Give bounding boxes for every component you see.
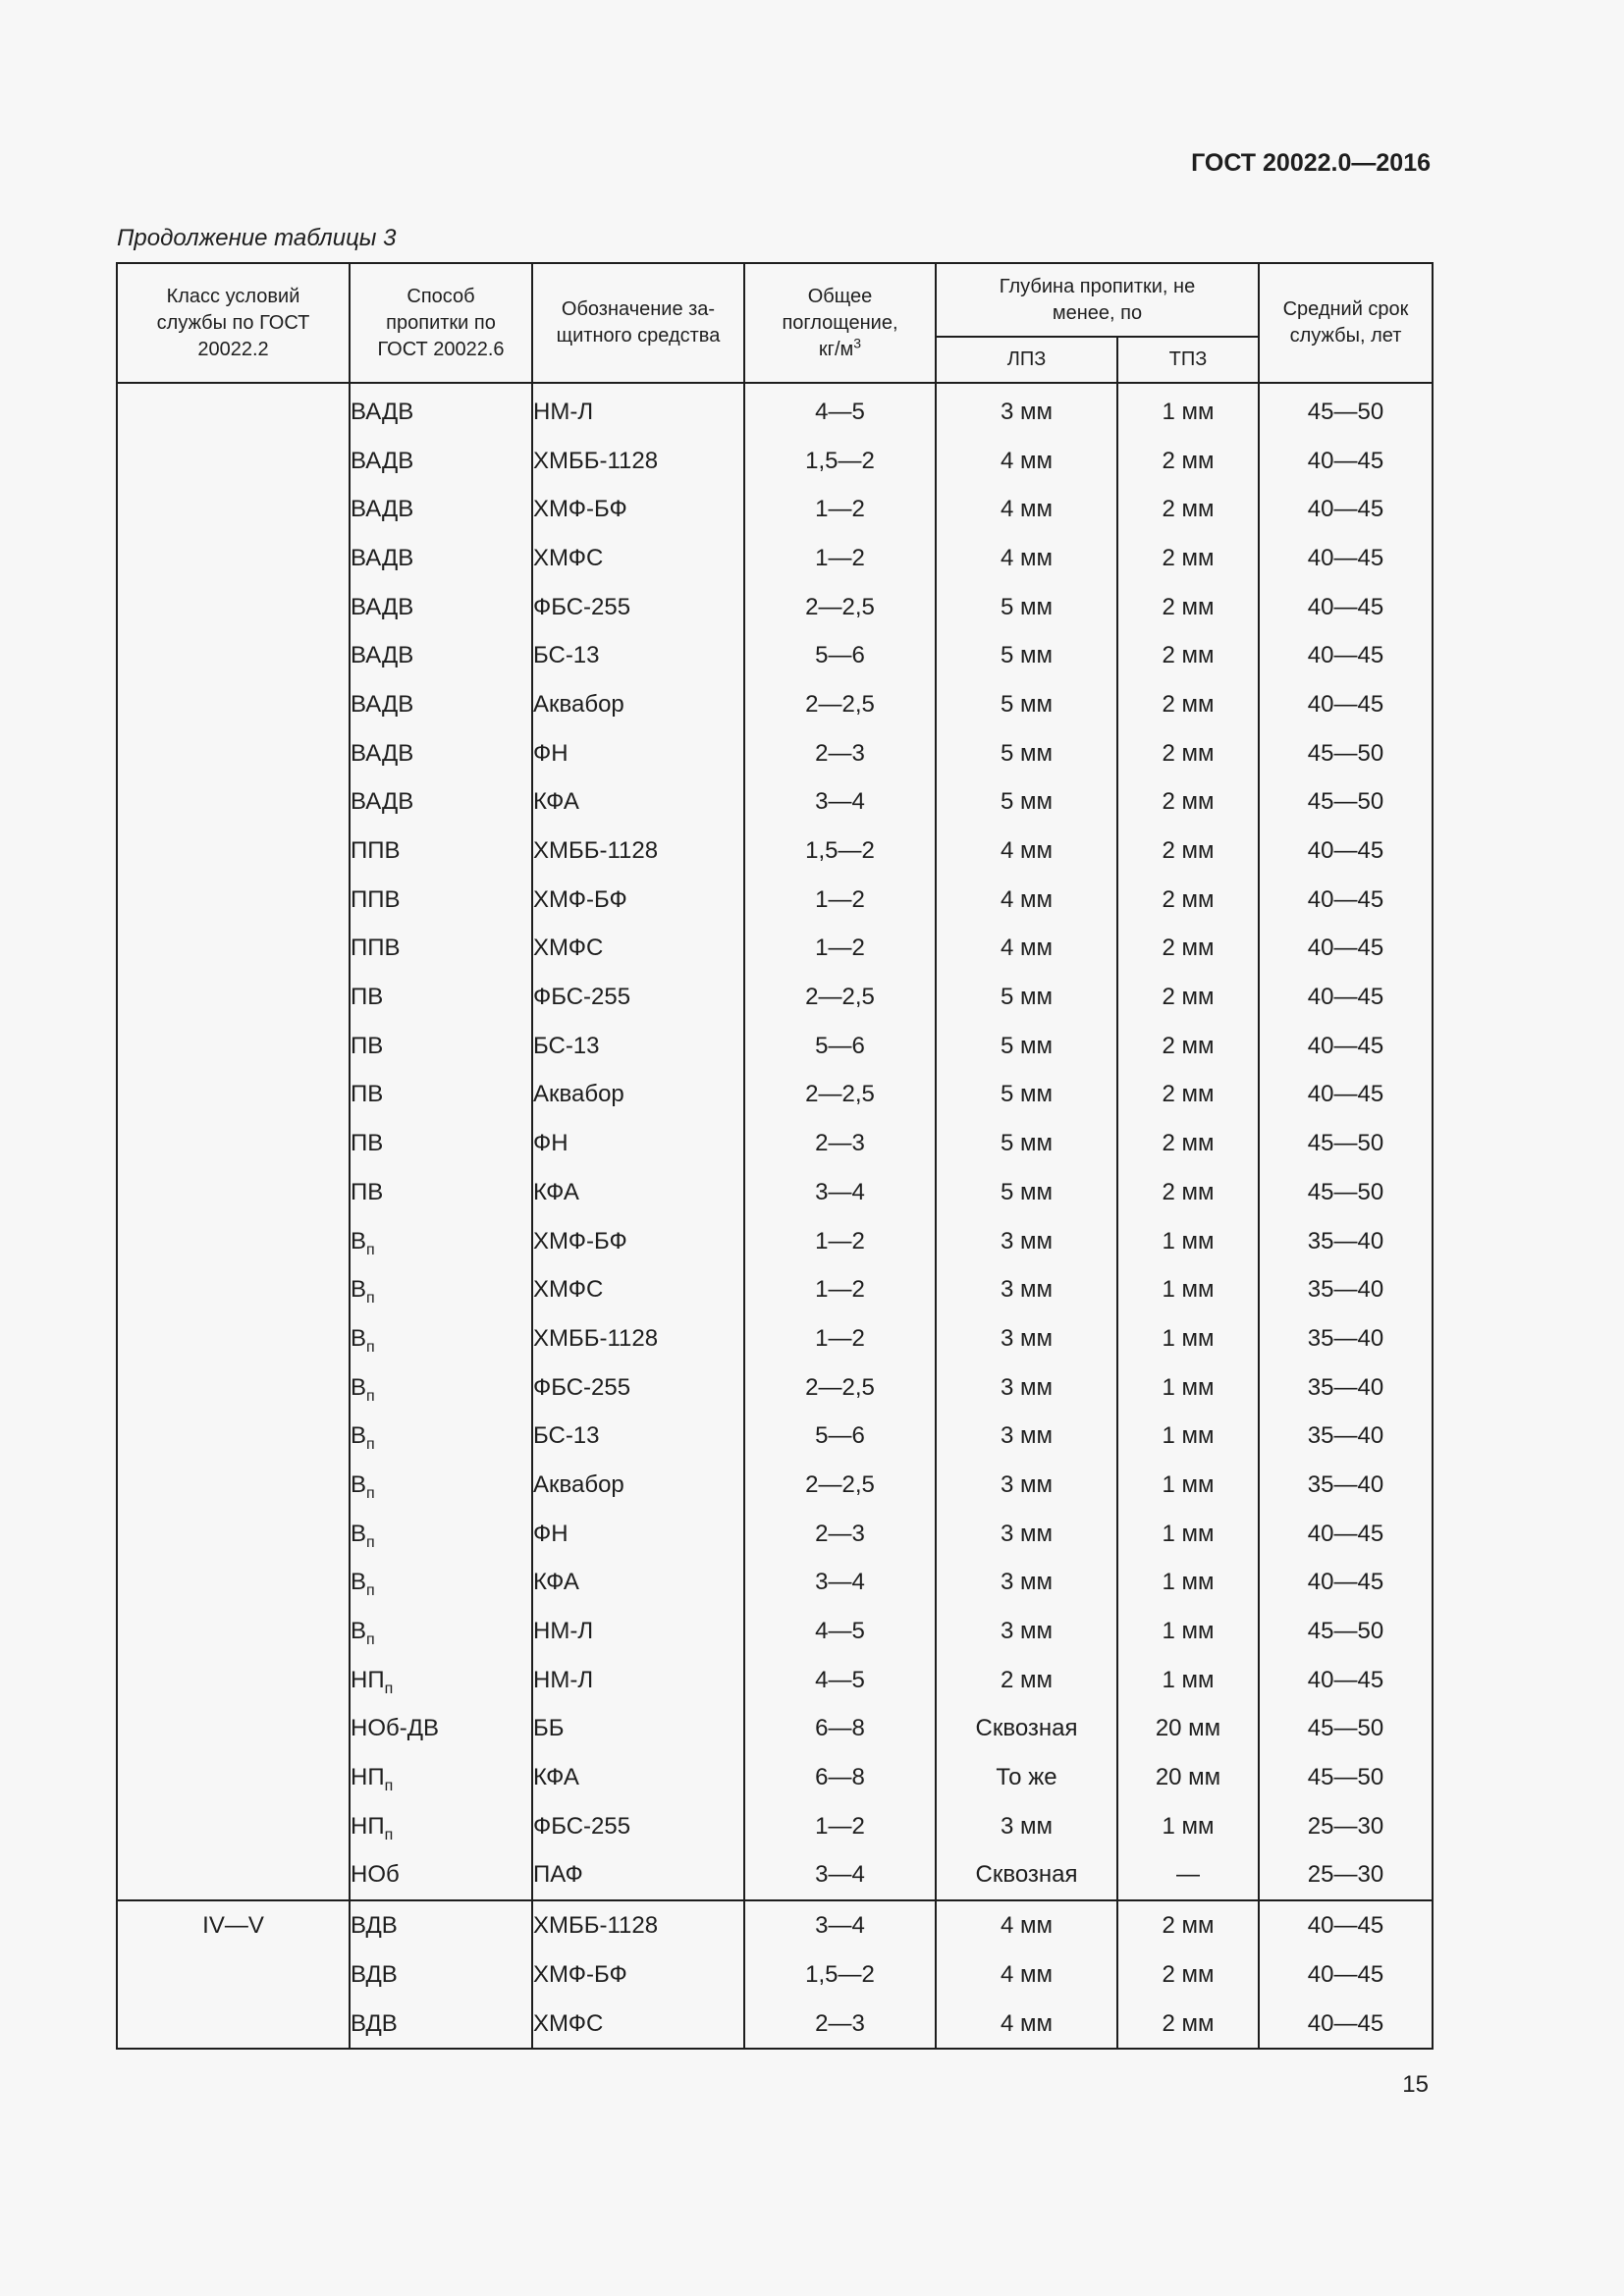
service-life-cell: 45—50: [1259, 1119, 1433, 1168]
lpz-depth-cell: 4 мм: [936, 2000, 1117, 2050]
class-cell: [117, 1314, 350, 1363]
agent-cell: ХМФС: [532, 1265, 744, 1314]
class-cell: [117, 1119, 350, 1168]
lpz-depth-cell: 3 мм: [936, 1314, 1117, 1363]
class-cell: [117, 2000, 350, 2050]
tpz-depth-cell: 2 мм: [1117, 1900, 1259, 1950]
table-row: [117, 680, 1433, 729]
lpz-depth-cell: 4 мм: [936, 485, 1117, 534]
absorption-cell: 6—8: [744, 1753, 936, 1802]
method-cell: $В_п$: [350, 1461, 532, 1510]
absorption-cell: 5—6: [744, 1022, 936, 1071]
method-cell: ПВ: [350, 973, 532, 1022]
table-row: [117, 437, 1433, 486]
service-life-cell: 45—50: [1259, 729, 1433, 778]
absorption-cell: 6—8: [744, 1705, 936, 1754]
header-agent: Обозначение за-щитного средства: [532, 263, 744, 383]
method-subscript: п: [366, 1338, 375, 1356]
service-life-cell: 40—45: [1259, 583, 1433, 632]
class-cell: [117, 680, 350, 729]
service-life-cell: 45—50: [1259, 1607, 1433, 1656]
service-life-cell: 35—40: [1259, 1363, 1433, 1413]
absorption-cell: 4—5: [744, 1656, 936, 1705]
lpz-depth-cell: 5 мм: [936, 778, 1117, 828]
header-method: Способ пропитки по ГОСТ 20022.6: [350, 263, 532, 383]
method-cell: ВАДВ: [350, 583, 532, 632]
class-cell: [117, 729, 350, 778]
agent-cell: НМ-Л: [532, 388, 744, 437]
lpz-depth-cell: 3 мм: [936, 1802, 1117, 1851]
lpz-depth-cell: 4 мм: [936, 827, 1117, 876]
class-cell: [117, 1950, 350, 2000]
table-row: [117, 876, 1433, 925]
method-cell: $В_п$: [350, 1607, 532, 1656]
class-cell: [117, 1461, 350, 1510]
method-cell: НОб: [350, 1851, 532, 1901]
table-row: [117, 1559, 1433, 1608]
method-cell: ПВ: [350, 1168, 532, 1217]
absorption-cell: 2—3: [744, 1510, 936, 1559]
method-subscript: п: [366, 1241, 375, 1258]
method-subscript: п: [384, 1826, 394, 1843]
page-number: 15: [1402, 2071, 1429, 2098]
header-tpz: ТПЗ: [1117, 337, 1259, 383]
header-life: Средний срок службы, лет: [1259, 263, 1433, 383]
agent-cell: ПАФ: [532, 1851, 744, 1901]
method-cell: ВАДВ: [350, 680, 532, 729]
lpz-depth-cell: 5 мм: [936, 1119, 1117, 1168]
agent-cell: БС-13: [532, 1412, 744, 1461]
lpz-depth-cell: 3 мм: [936, 1265, 1117, 1314]
agent-cell: ХМФ-БФ: [532, 1950, 744, 2000]
method-subscript: п: [366, 1436, 375, 1454]
class-cell: [117, 1510, 350, 1559]
tpz-depth-cell: 1 мм: [1117, 1217, 1259, 1266]
agent-cell: Аквабор: [532, 1071, 744, 1120]
absorption-cell: 1—2: [744, 1802, 936, 1851]
service-life-cell: 45—50: [1259, 1168, 1433, 1217]
agent-cell: Аквабор: [532, 680, 744, 729]
agent-cell: ХМББ-1128: [532, 1900, 744, 1950]
tpz-depth-cell: 2 мм: [1117, 1950, 1259, 2000]
agent-cell: ФБС-255: [532, 1802, 744, 1851]
agent-cell: ББ: [532, 1705, 744, 1754]
tpz-depth-cell: 1 мм: [1117, 1461, 1259, 1510]
class-cell: [117, 1265, 350, 1314]
service-life-cell: 40—45: [1259, 534, 1433, 583]
absorption-cell: 2—2,5: [744, 680, 936, 729]
tpz-depth-cell: 2 мм: [1117, 583, 1259, 632]
table-row: [117, 1753, 1433, 1802]
tpz-depth-cell: 1 мм: [1117, 1314, 1259, 1363]
table-row: [117, 1314, 1433, 1363]
service-life-cell: 40—45: [1259, 876, 1433, 925]
agent-cell: ХМФ-БФ: [532, 876, 744, 925]
table-row: [117, 729, 1433, 778]
tpz-depth-cell: 20 мм: [1117, 1705, 1259, 1754]
class-cell: [117, 973, 350, 1022]
method-subscript: п: [384, 1778, 394, 1795]
service-life-table: [116, 262, 1434, 2050]
table-row: [117, 1851, 1433, 1901]
tpz-depth-cell: 2 мм: [1117, 2000, 1259, 2050]
absorption-cell: 1,5—2: [744, 1950, 936, 2000]
service-life-cell: 35—40: [1259, 1461, 1433, 1510]
table-row: [117, 778, 1433, 828]
method-cell: ВАДВ: [350, 534, 532, 583]
absorption-cell: 3—4: [744, 1851, 936, 1901]
service-life-cell: 35—40: [1259, 1314, 1433, 1363]
lpz-depth-cell: 3 мм: [936, 1607, 1117, 1656]
table-header: [117, 263, 1433, 383]
table-row: [117, 388, 1433, 437]
class-cell: [117, 1851, 350, 1901]
tpz-depth-cell: 1 мм: [1117, 1265, 1259, 1314]
agent-cell: ФБС-255: [532, 583, 744, 632]
tpz-depth-cell: 2 мм: [1117, 973, 1259, 1022]
lpz-depth-cell: 5 мм: [936, 1071, 1117, 1120]
tpz-depth-cell: 2 мм: [1117, 437, 1259, 486]
lpz-depth-cell: 4 мм: [936, 534, 1117, 583]
tpz-depth-cell: 2 мм: [1117, 680, 1259, 729]
tpz-depth-cell: 2 мм: [1117, 729, 1259, 778]
method-cell: ВДВ: [350, 1950, 532, 2000]
table-row: [117, 1607, 1433, 1656]
method-cell: ВАДВ: [350, 778, 532, 828]
method-cell: ВАДВ: [350, 388, 532, 437]
agent-cell: НМ-Л: [532, 1656, 744, 1705]
table-row: [117, 583, 1433, 632]
agent-cell: ФН: [532, 1510, 744, 1559]
lpz-depth-cell: 4 мм: [936, 1900, 1117, 1950]
lpz-depth-cell: 5 мм: [936, 729, 1117, 778]
method-subscript: п: [384, 1680, 394, 1697]
tpz-depth-cell: 20 мм: [1117, 1753, 1259, 1802]
service-life-cell: 40—45: [1259, 1510, 1433, 1559]
absorption-cell: 3—4: [744, 778, 936, 828]
agent-cell: ХМББ-1128: [532, 1314, 744, 1363]
agent-cell: ХМФС: [532, 2000, 744, 2050]
class-cell: [117, 1607, 350, 1656]
tpz-depth-cell: 1 мм: [1117, 1559, 1259, 1608]
method-cell: ПВ: [350, 1022, 532, 1071]
method-cell: $В_п$: [350, 1412, 532, 1461]
class-cell: IV—V: [117, 1900, 350, 1950]
service-life-cell: 45—50: [1259, 778, 1433, 828]
service-life-cell: 35—40: [1259, 1265, 1433, 1314]
method-cell: ППВ: [350, 876, 532, 925]
service-life-cell: 25—30: [1259, 1851, 1433, 1901]
method-cell: $В_п$: [350, 1314, 532, 1363]
document-code: ГОСТ 20022.0—2016: [1191, 149, 1431, 177]
agent-cell: ХМФ-БФ: [532, 485, 744, 534]
lpz-depth-cell: 5 мм: [936, 680, 1117, 729]
table-row: [117, 534, 1433, 583]
absorption-cell: 1—2: [744, 876, 936, 925]
class-cell: [117, 925, 350, 974]
class-cell: [117, 437, 350, 486]
class-cell: [117, 1217, 350, 1266]
table-row: [117, 1461, 1433, 1510]
class-cell: [117, 631, 350, 680]
table-row: [117, 1802, 1433, 1851]
class-cell: [117, 1656, 350, 1705]
method-cell: $В_п$: [350, 1363, 532, 1413]
absorption-cell: 3—4: [744, 1559, 936, 1608]
table-row: [117, 631, 1433, 680]
class-cell: [117, 1071, 350, 1120]
agent-cell: БС-13: [532, 631, 744, 680]
tpz-depth-cell: 2 мм: [1117, 1119, 1259, 1168]
class-cell: [117, 827, 350, 876]
class-cell: [117, 583, 350, 632]
lpz-depth-cell: 4 мм: [936, 1950, 1117, 2000]
table-row: [117, 1705, 1433, 1754]
agent-cell: КФА: [532, 778, 744, 828]
method-subscript: п: [366, 1631, 375, 1649]
service-life-cell: 40—45: [1259, 631, 1433, 680]
table-row: [117, 1217, 1433, 1266]
class-cell: [117, 876, 350, 925]
tpz-depth-cell: —: [1117, 1851, 1259, 1901]
method-cell: $В_п$: [350, 1510, 532, 1559]
lpz-depth-cell: Сквозная: [936, 1851, 1117, 1901]
table-caption: Продолжение таблицы 3: [117, 225, 397, 251]
service-life-cell: 45—50: [1259, 388, 1433, 437]
table-row: [117, 925, 1433, 974]
lpz-depth-cell: 3 мм: [936, 1510, 1117, 1559]
table-row: [117, 485, 1433, 534]
header-class: Класс условий службы по ГОСТ 20022.2: [117, 263, 350, 383]
class-cell: [117, 778, 350, 828]
table-row: [117, 1265, 1433, 1314]
method-cell: ВДВ: [350, 1900, 532, 1950]
method-subscript: п: [366, 1387, 375, 1405]
agent-cell: ФБС-255: [532, 1363, 744, 1413]
service-life-cell: 40—45: [1259, 485, 1433, 534]
tpz-depth-cell: 2 мм: [1117, 534, 1259, 583]
tpz-depth-cell: 1 мм: [1117, 388, 1259, 437]
absorption-cell: 2—2,5: [744, 1461, 936, 1510]
method-subscript: п: [366, 1290, 375, 1308]
service-life-cell: 40—45: [1259, 437, 1433, 486]
class-cell: [117, 1022, 350, 1071]
header-lpz: ЛПЗ: [936, 337, 1117, 383]
service-life-cell: 40—45: [1259, 925, 1433, 974]
table-body: [117, 388, 1433, 2049]
agent-cell: НМ-Л: [532, 1607, 744, 1656]
service-life-cell: 40—45: [1259, 1656, 1433, 1705]
absorption-cell: 2—2,5: [744, 973, 936, 1022]
tpz-depth-cell: 2 мм: [1117, 1071, 1259, 1120]
class-cell: [117, 1802, 350, 1851]
table-row: [117, 1900, 1433, 1950]
method-cell: ВАДВ: [350, 485, 532, 534]
method-cell: НОб-ДВ: [350, 1705, 532, 1754]
tpz-depth-cell: 2 мм: [1117, 827, 1259, 876]
service-life-cell: 40—45: [1259, 1950, 1433, 2000]
tpz-depth-cell: 2 мм: [1117, 485, 1259, 534]
method-cell: $НП_п$: [350, 1656, 532, 1705]
lpz-depth-cell: 4 мм: [936, 925, 1117, 974]
lpz-depth-cell: 5 мм: [936, 1168, 1117, 1217]
lpz-depth-cell: То же: [936, 1753, 1117, 1802]
tpz-depth-cell: 2 мм: [1117, 876, 1259, 925]
agent-cell: КФА: [532, 1559, 744, 1608]
service-life-cell: 35—40: [1259, 1217, 1433, 1266]
lpz-depth-cell: 4 мм: [936, 876, 1117, 925]
table-row: [117, 1412, 1433, 1461]
class-cell: [117, 485, 350, 534]
table-row: [117, 1071, 1433, 1120]
lpz-depth-cell: 2 мм: [936, 1656, 1117, 1705]
method-cell: $В_п$: [350, 1559, 532, 1608]
agent-cell: ХМББ-1128: [532, 827, 744, 876]
agent-cell: ХМФС: [532, 534, 744, 583]
agent-cell: ФН: [532, 1119, 744, 1168]
table-row: [117, 1119, 1433, 1168]
method-cell: $В_п$: [350, 1265, 532, 1314]
lpz-depth-cell: 3 мм: [936, 1412, 1117, 1461]
absorption-cell: 2—3: [744, 729, 936, 778]
tpz-depth-cell: 1 мм: [1117, 1656, 1259, 1705]
lpz-depth-cell: 5 мм: [936, 583, 1117, 632]
class-cell: [117, 1412, 350, 1461]
table-row: [117, 1022, 1433, 1071]
table-row: [117, 1656, 1433, 1705]
absorption-cell: 2—3: [744, 2000, 936, 2050]
class-cell: [117, 1363, 350, 1413]
method-cell: ВАДВ: [350, 729, 532, 778]
agent-cell: БС-13: [532, 1022, 744, 1071]
table-row: [117, 827, 1433, 876]
method-cell: $НП_п$: [350, 1753, 532, 1802]
service-life-cell: 40—45: [1259, 2000, 1433, 2050]
absorption-cell: 2—2,5: [744, 1363, 936, 1413]
tpz-depth-cell: 2 мм: [1117, 925, 1259, 974]
service-life-cell: 45—50: [1259, 1705, 1433, 1754]
absorption-cell: 3—4: [744, 1900, 936, 1950]
service-life-cell: 40—45: [1259, 1559, 1433, 1608]
lpz-depth-cell: 5 мм: [936, 1022, 1117, 1071]
absorption-cell: 2—2,5: [744, 583, 936, 632]
class-cell: [117, 1753, 350, 1802]
absorption-cell: 4—5: [744, 1607, 936, 1656]
agent-cell: ХМФ-БФ: [532, 1217, 744, 1266]
tpz-depth-cell: 1 мм: [1117, 1510, 1259, 1559]
absorption-cell: 1—2: [744, 1265, 936, 1314]
absorption-cell: 3—4: [744, 1168, 936, 1217]
tpz-depth-cell: 2 мм: [1117, 1022, 1259, 1071]
service-life-cell: 40—45: [1259, 1071, 1433, 1120]
header-absorption: Общее поглощение, $кг/м^3$: [744, 263, 936, 383]
lpz-depth-cell: 5 мм: [936, 631, 1117, 680]
service-life-cell: 35—40: [1259, 1412, 1433, 1461]
method-cell: ВДВ: [350, 2000, 532, 2050]
tpz-depth-cell: 2 мм: [1117, 631, 1259, 680]
class-cell: [117, 1705, 350, 1754]
agent-cell: ХМББ-1128: [532, 437, 744, 486]
method-cell: ВАДВ: [350, 631, 532, 680]
absorption-cell: 1—2: [744, 485, 936, 534]
tpz-depth-cell: 2 мм: [1117, 1168, 1259, 1217]
tpz-depth-cell: 1 мм: [1117, 1363, 1259, 1413]
lpz-depth-cell: 4 мм: [936, 437, 1117, 486]
agent-cell: Аквабор: [532, 1461, 744, 1510]
method-subscript: п: [366, 1582, 375, 1600]
method-cell: ВАДВ: [350, 437, 532, 486]
lpz-depth-cell: 5 мм: [936, 973, 1117, 1022]
table-row: [117, 1950, 1433, 2000]
service-life-cell: 40—45: [1259, 1900, 1433, 1950]
lpz-depth-cell: 3 мм: [936, 1363, 1117, 1413]
method-cell: ППВ: [350, 827, 532, 876]
agent-cell: ФН: [532, 729, 744, 778]
agent-cell: КФА: [532, 1753, 744, 1802]
class-cell: [117, 1559, 350, 1608]
agent-cell: ФБС-255: [532, 973, 744, 1022]
absorption-cell: 2—2,5: [744, 1071, 936, 1120]
absorption-cell: 2—3: [744, 1119, 936, 1168]
table-row: [117, 2000, 1433, 2050]
class-cell: [117, 534, 350, 583]
method-cell: $НП_п$: [350, 1802, 532, 1851]
service-life-cell: 40—45: [1259, 973, 1433, 1022]
method-cell: ПВ: [350, 1071, 532, 1120]
table-row: [117, 1510, 1433, 1559]
method-cell: ПВ: [350, 1119, 532, 1168]
lpz-depth-cell: 3 мм: [936, 1217, 1117, 1266]
absorption-cell: 1,5—2: [744, 827, 936, 876]
service-life-cell: 45—50: [1259, 1753, 1433, 1802]
tpz-depth-cell: 2 мм: [1117, 778, 1259, 828]
method-subscript: п: [366, 1533, 375, 1551]
agent-cell: КФА: [532, 1168, 744, 1217]
header-depth: Глубина пропитки, не менее, по: [936, 263, 1259, 337]
absorption-cell: 1,5—2: [744, 437, 936, 486]
lpz-depth-cell: 3 мм: [936, 1461, 1117, 1510]
service-life-cell: 40—45: [1259, 680, 1433, 729]
method-cell: $В_п$: [350, 1217, 532, 1266]
tpz-depth-cell: 1 мм: [1117, 1607, 1259, 1656]
absorption-cell: 4—5: [744, 388, 936, 437]
lpz-depth-cell: 3 мм: [936, 1559, 1117, 1608]
method-subscript: п: [366, 1484, 375, 1502]
service-life-cell: 40—45: [1259, 1022, 1433, 1071]
class-cell: [117, 388, 350, 437]
lpz-depth-cell: 3 мм: [936, 388, 1117, 437]
class-cell: [117, 1168, 350, 1217]
table-row: [117, 973, 1433, 1022]
table-row: [117, 1363, 1433, 1413]
method-cell: ППВ: [350, 925, 532, 974]
absorption-cell: 1—2: [744, 925, 936, 974]
absorption-cell: 1—2: [744, 534, 936, 583]
absorption-cell: 1—2: [744, 1217, 936, 1266]
service-life-cell: 40—45: [1259, 827, 1433, 876]
absorption-cell: 5—6: [744, 1412, 936, 1461]
service-life-cell: 25—30: [1259, 1802, 1433, 1851]
absorption-cell: 5—6: [744, 631, 936, 680]
absorption-cell: 1—2: [744, 1314, 936, 1363]
lpz-depth-cell: Сквозная: [936, 1705, 1117, 1754]
agent-cell: ХМФС: [532, 925, 744, 974]
table-row: [117, 1168, 1433, 1217]
tpz-depth-cell: 1 мм: [1117, 1412, 1259, 1461]
tpz-depth-cell: 1 мм: [1117, 1802, 1259, 1851]
